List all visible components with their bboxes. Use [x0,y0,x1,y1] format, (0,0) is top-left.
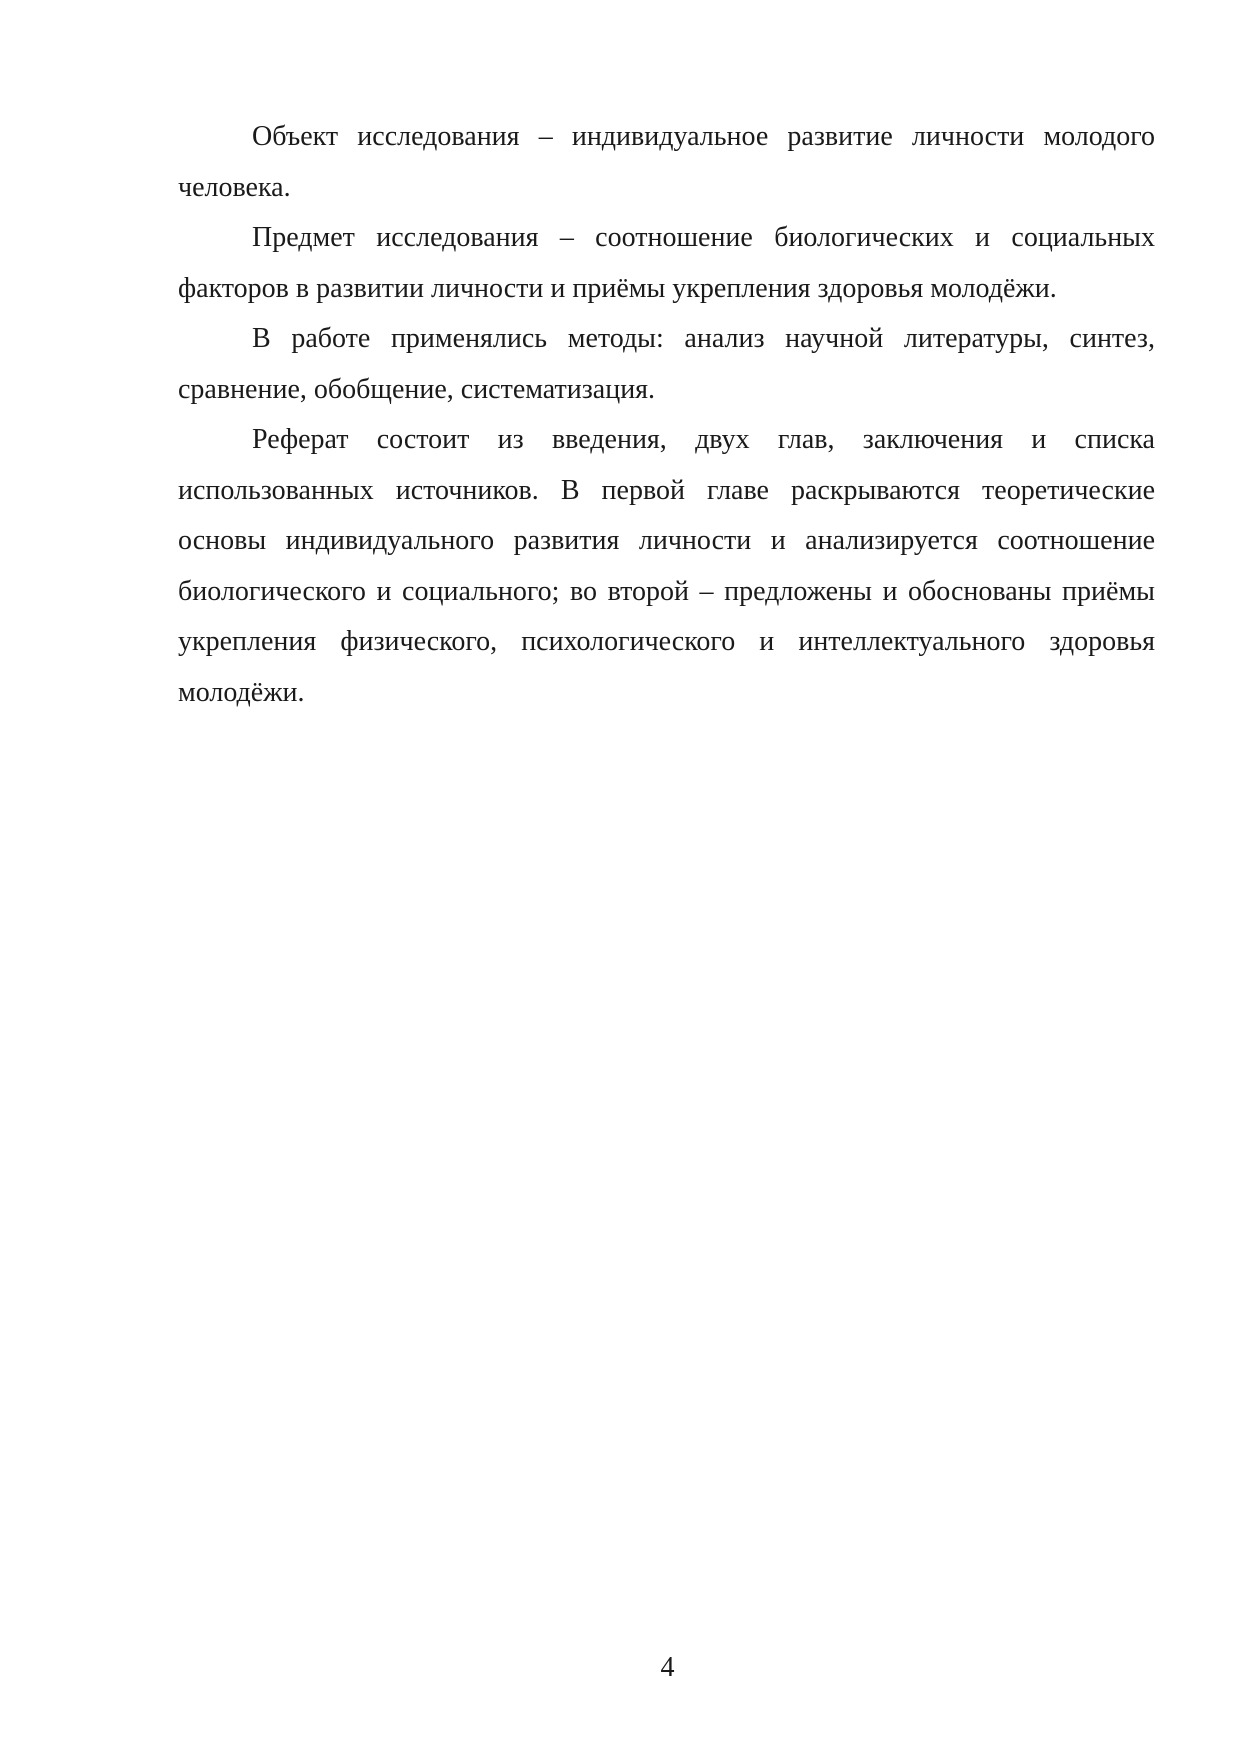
body-text [178,112,1155,718]
paragraph-research-object: Объект исследования – индивидуальное развитие личности молодого человека. [178,121,1155,203]
paragraph-structure: Реферат состоит из введения, двух глав, заключения и списка использованных источников. В первой главе раскрываются теоретические основы индивидуального развития личности и анализируется соотношение биологического и социального; во второй – предложены и обоснованы приёмы укрепления физического, психологического и интеллектуального здоровья молодёжи. [178,424,1155,708]
paragraph-methods: В работе применялись методы: анализ научной литературы, синтез, сравнение, обобщение, систематизация. [178,323,1155,405]
paragraph-research-subject: Предмет исследования – соотношение биологических и социальных факторов в развитии личности и приёмы укрепления здоровья молодёжи. [178,222,1155,304]
page-number: 4 [660,1652,675,1683]
